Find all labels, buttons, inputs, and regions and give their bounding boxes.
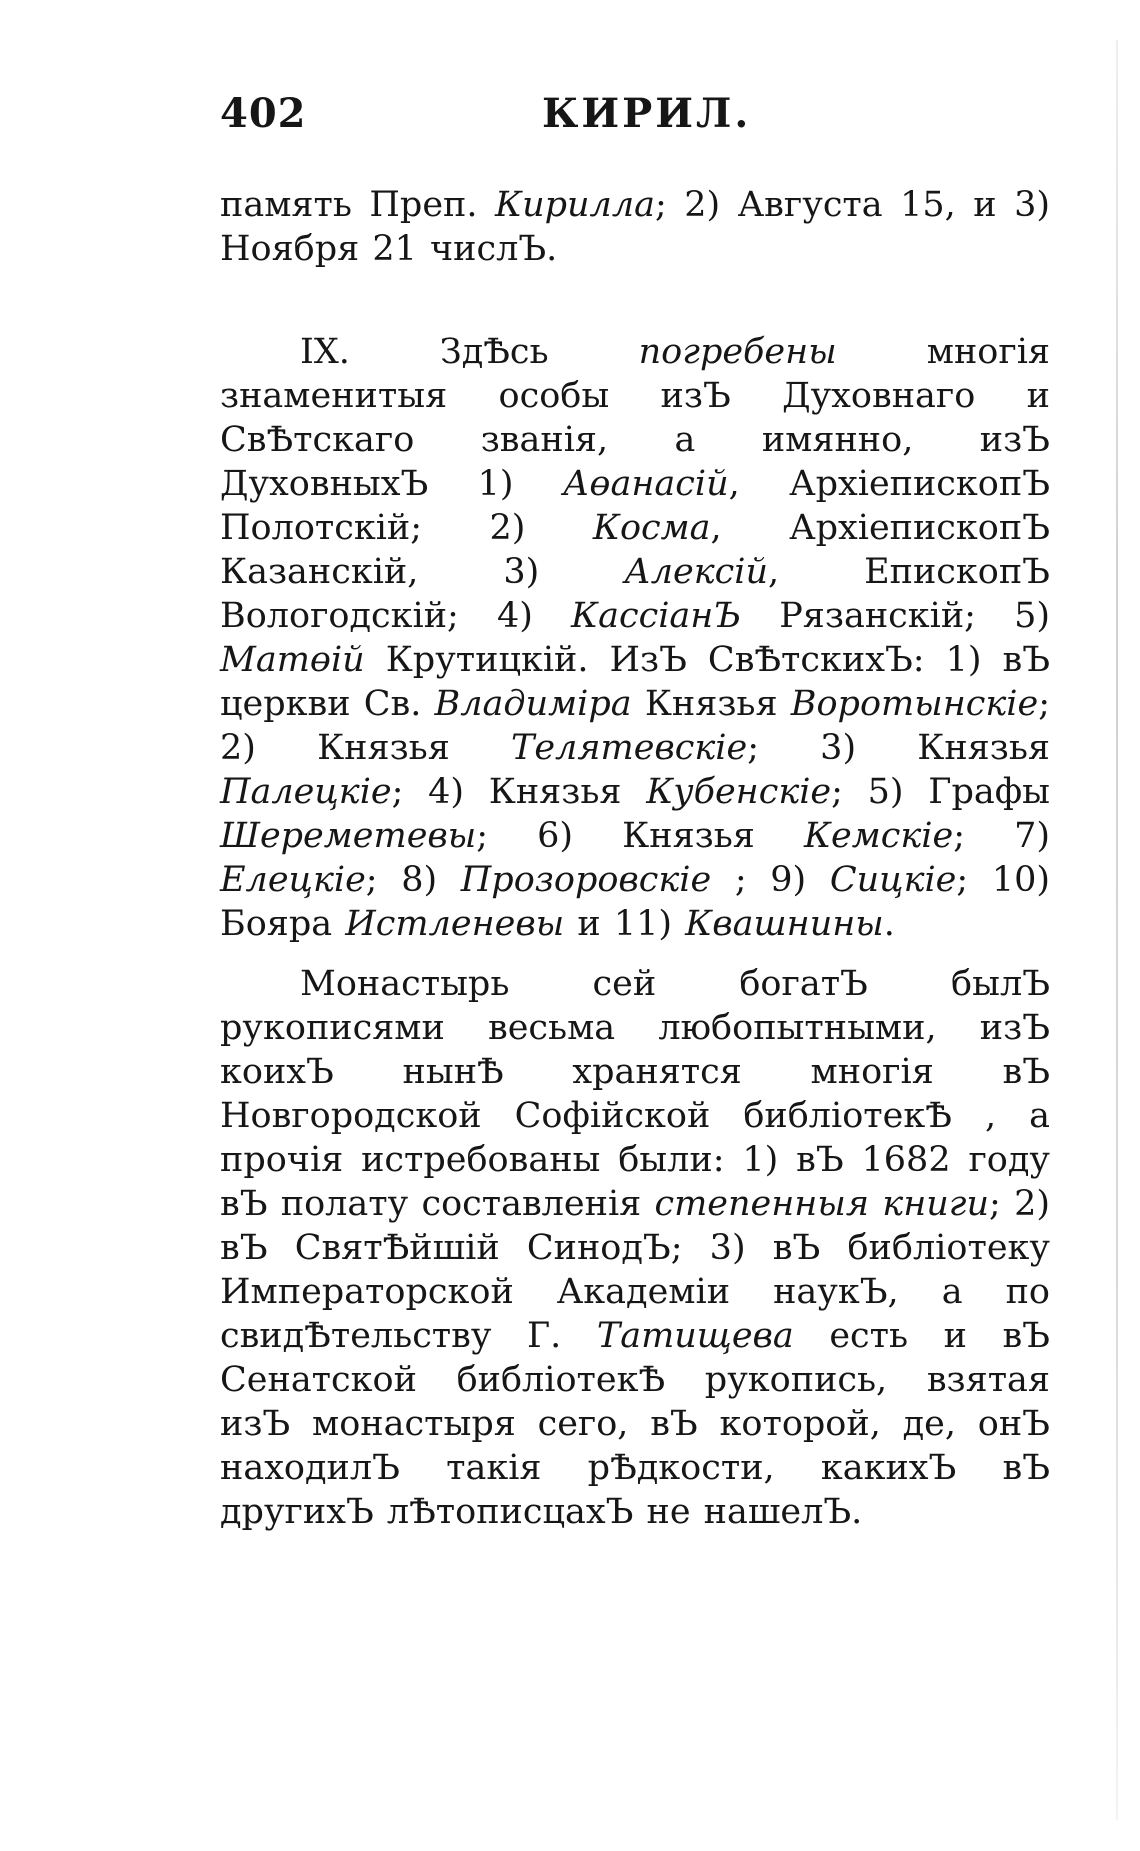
text-run: ; 10) Бояра: [220, 860, 1051, 944]
text-run: ; 8): [365, 860, 461, 900]
text-run: , АрхіепископЪ Казанскій, 3): [220, 508, 1050, 592]
text-run: ; 9): [711, 860, 830, 900]
paragraph-intro: [220, 183, 1050, 271]
italic-text-run: Сицкіе: [829, 860, 957, 900]
italic-text-run: Матөій: [220, 640, 365, 680]
text-run: ; 2) вЪ СвятѢйшій СинодЪ; 3) вЪ библіотеку Императорской Академіи наукЪ, а по свидѢтельству Г.: [220, 1184, 1050, 1356]
text-run: память Преп.: [220, 185, 495, 225]
text-run: есть и вЪ Сенатской библіотекѢ рукопись, взятая изЪ монастыря сего, вЪ которой, де, онЪ находилЪ такія рѢдкости, какихЪ вЪ другихЪ лѢтописцахЪ не нашелЪ.: [220, 1316, 1050, 1532]
text-run: и 11): [564, 904, 686, 944]
italic-text-run: Владиміра: [434, 684, 632, 724]
page-gutter-line: [1116, 40, 1118, 1820]
text-run: многія знаменитыя особы изЪ Духовнаго и СвѢтскаго званія, а имянно, изЪ ДуховныхЪ 1): [220, 332, 1050, 504]
italic-text-run: Татищева: [596, 1316, 794, 1356]
text-run: ; 6) Князья: [476, 816, 804, 856]
running-title: КИРИЛ.: [542, 90, 752, 137]
text-run: IX. ЗдѢсь: [300, 332, 639, 372]
text-run: ; 2) Августа 15, и 3) Ноября 21 числЪ.: [220, 185, 1051, 269]
text-run: ; 4) Князья: [391, 772, 647, 812]
text-run: ; 2) Князья: [220, 684, 1050, 768]
text-run: ; 5) Графы: [831, 772, 1051, 812]
italic-text-run: Шереметевы: [220, 816, 477, 856]
italic-text-run: Кемскіе: [803, 816, 954, 856]
text-run: ; 7): [953, 816, 1051, 856]
italic-text-run: Кирилла: [494, 185, 655, 225]
italic-text-run: Квашнины: [685, 904, 884, 944]
page-header: [220, 90, 1050, 160]
italic-text-run: КассіанЪ: [571, 596, 742, 636]
italic-text-run: Косма: [592, 508, 711, 548]
italic-text-run: Кубенскіе: [646, 772, 832, 812]
text-run: ; 3) Князья: [747, 728, 1050, 768]
text-run: Крутицкій. ИзЪ СвѢтскихЪ: 1) вЪ церкви Св.: [220, 640, 1050, 724]
page-number: 402: [220, 90, 307, 137]
italic-text-run: Прозоровскіе: [460, 860, 712, 900]
text-run: , АрхіепископЪ Полотскій; 2): [220, 464, 1050, 548]
italic-text-run: Палецкіе: [220, 772, 392, 812]
italic-text-run: степенныя книги: [654, 1184, 990, 1224]
text-run: Князья: [631, 684, 791, 724]
text-run: , ЕпископЪ Вологодскій; 4): [220, 552, 1050, 636]
italic-text-run: Истленевы: [345, 904, 565, 944]
paragraph-manuscripts: [220, 962, 1050, 1534]
italic-text-run: погребены: [638, 332, 837, 372]
italic-text-run: Воротынскіе: [790, 684, 1039, 724]
text-run: Рязанскій; 5): [741, 596, 1050, 636]
italic-text-run: Алексій: [624, 552, 768, 592]
paragraph-burials: [220, 330, 1050, 946]
text-run: .: [883, 904, 895, 944]
italic-text-run: Аөанасій: [562, 464, 729, 504]
text-run: Монастырь сей богатЪ былЪ рукописями весьма любопытными, изЪ коихЪ нынѢ хранятся многія вЪ Новгородской Софійской библіотекѢ , а прочія истребованы были: 1) вЪ 1682 году вЪ полату составленія: [220, 964, 1050, 1224]
italic-text-run: Телятевскіе: [511, 728, 748, 768]
italic-text-run: Елецкіе: [220, 860, 366, 900]
